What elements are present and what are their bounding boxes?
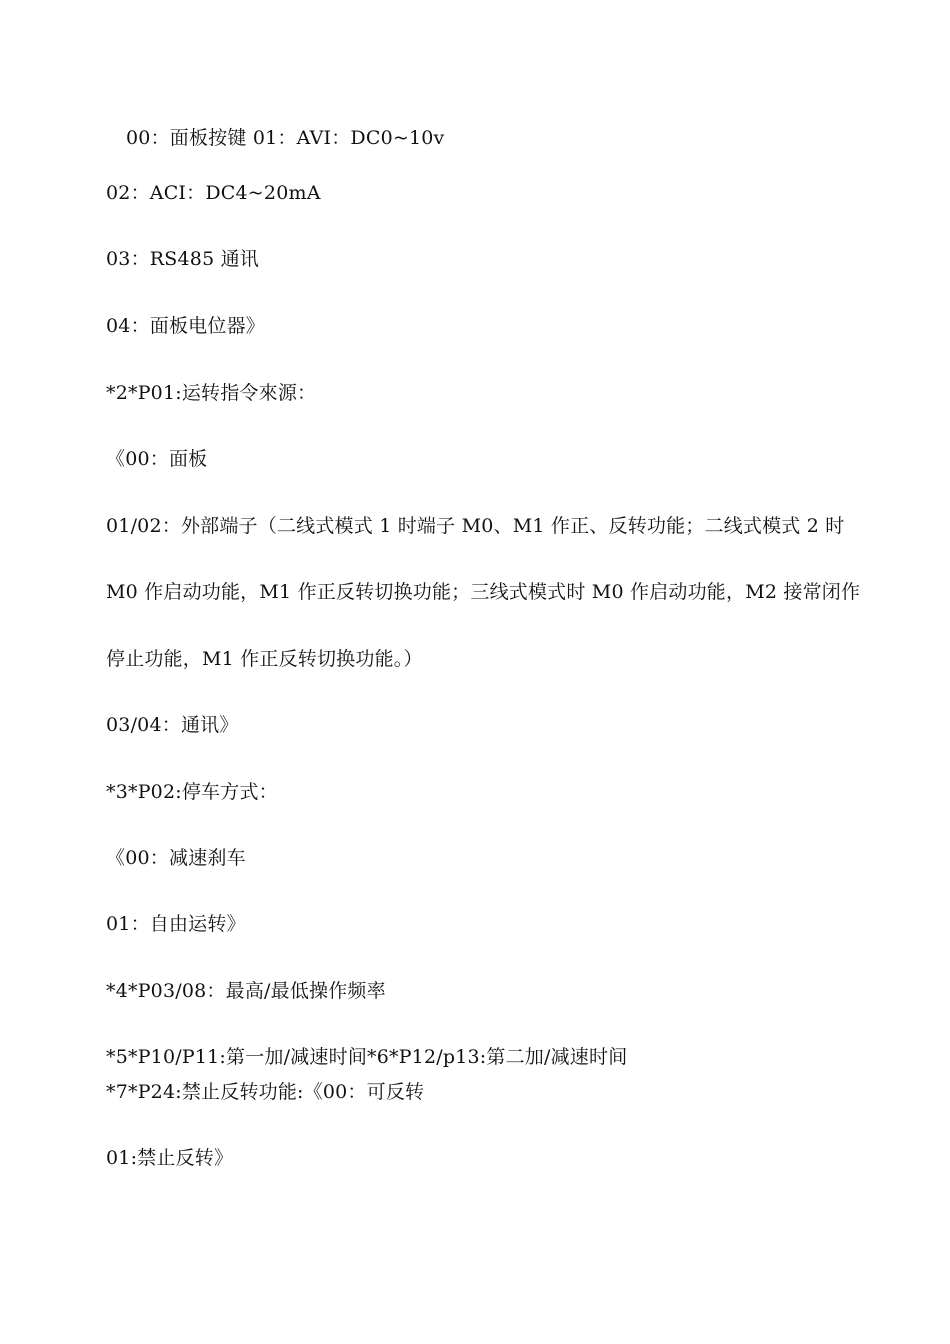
text-line: 停止功能，M1 作正反转切换功能。） xyxy=(106,648,423,670)
text-line: *4*P03/08：最高/最低操作频率 xyxy=(106,980,386,1002)
text-line: 04：面板电位器》 xyxy=(106,315,265,337)
text-line: 03/04：通讯》 xyxy=(106,714,239,736)
text-line: 01：自由运转》 xyxy=(106,913,246,935)
text-line: *5*P10/P11:第一加/减速时间*6*P12/p13:第二加/减速时间 xyxy=(106,1046,628,1068)
text-line: *7*P24:禁止反转功能:《00：可反转 xyxy=(106,1081,425,1103)
text-line: 00：面板按键 01：AVI：DC0~10v xyxy=(126,127,445,149)
text-line: 03：RS485 通讯 xyxy=(106,248,260,270)
text-line: 01:禁止反转》 xyxy=(106,1147,234,1169)
text-line: *3*P02:停车方式： xyxy=(106,781,278,803)
text-line: 02：ACI：DC4~20mA xyxy=(106,182,321,204)
text-line: 《00：面板 xyxy=(106,448,208,470)
text-line: *2*P01:运转指令來源： xyxy=(106,382,317,404)
text-line: 01/02：外部端子（二线式模式 1 时端子 M0、M1 作正、反转功能；二线式模式 2 时 xyxy=(106,515,845,537)
text-line: 《00：减速刹车 xyxy=(106,847,246,869)
text-line: M0 作启动功能，M1 作正反转切换功能；三线式模式时 M0 作启动功能，M2 接常闭作 xyxy=(106,581,861,603)
